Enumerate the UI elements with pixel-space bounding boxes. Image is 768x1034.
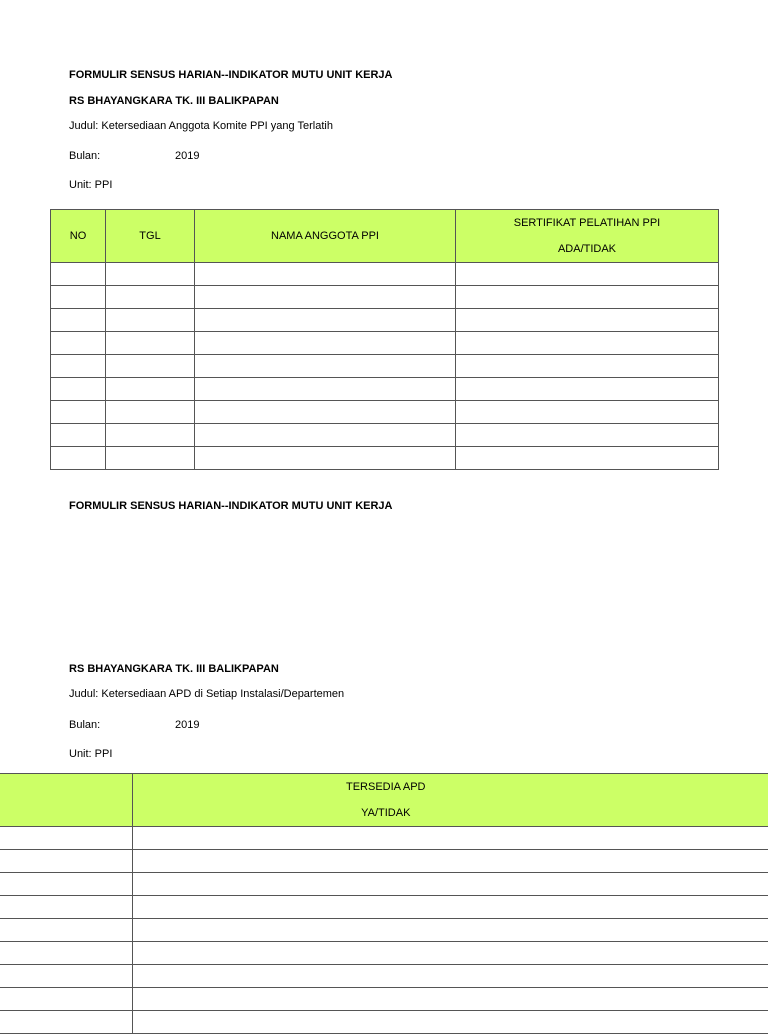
table-header-row xyxy=(0,774,768,827)
header-tersedia-apd xyxy=(133,774,768,827)
table-cell[interactable] xyxy=(133,988,768,1011)
table-row xyxy=(51,263,719,286)
form2-unit: Unit: PPI xyxy=(69,748,112,760)
table-row xyxy=(51,309,719,332)
header-tersedia-line1: TERSEDIA APD xyxy=(133,781,639,793)
form2-bulan-label: Bulan: xyxy=(69,719,100,731)
table-row xyxy=(0,827,768,850)
form1-bulan-label: Bulan: xyxy=(69,150,100,162)
table-row xyxy=(0,850,768,873)
table-cell[interactable] xyxy=(133,919,768,942)
table-cell[interactable] xyxy=(195,401,456,424)
table-cell[interactable] xyxy=(51,447,106,470)
table-cell[interactable] xyxy=(0,896,133,919)
table-cell[interactable] xyxy=(0,942,133,965)
table-cell[interactable] xyxy=(456,424,719,447)
table-cell[interactable] xyxy=(0,873,133,896)
table-cell[interactable] xyxy=(456,355,719,378)
table-cell[interactable] xyxy=(0,1011,133,1034)
form1-table xyxy=(50,209,719,470)
header-blank xyxy=(0,774,133,827)
form1-unit: Unit: PPI xyxy=(69,179,112,191)
table-cell[interactable] xyxy=(51,263,106,286)
table-cell[interactable] xyxy=(195,355,456,378)
table-cell[interactable] xyxy=(106,378,195,401)
table-cell[interactable] xyxy=(133,896,768,919)
table-cell[interactable] xyxy=(456,263,719,286)
table-cell[interactable] xyxy=(456,401,719,424)
header-sertifikat-line1: SERTIFIKAT PELATIHAN PPI xyxy=(456,217,718,229)
table-cell[interactable] xyxy=(456,332,719,355)
table-cell[interactable] xyxy=(0,965,133,988)
table-cell[interactable] xyxy=(106,355,195,378)
table-cell[interactable] xyxy=(133,942,768,965)
header-sertifikat-line2: ADA/TIDAK xyxy=(456,243,718,255)
table-row xyxy=(51,447,719,470)
table-row xyxy=(0,919,768,942)
form2-judul: Judul: Ketersediaan APD di Setiap Instalasi/Departemen xyxy=(69,688,344,700)
table-cell[interactable] xyxy=(0,827,133,850)
table-row xyxy=(0,873,768,896)
table-row xyxy=(51,401,719,424)
table-cell[interactable] xyxy=(51,378,106,401)
table-row xyxy=(51,355,719,378)
table-row xyxy=(51,332,719,355)
table-cell[interactable] xyxy=(106,447,195,470)
form2-bulan-value: 2019 xyxy=(175,719,199,731)
header-tersedia-line2: YA/TIDAK xyxy=(133,807,639,819)
table-cell[interactable] xyxy=(51,309,106,332)
table-cell[interactable] xyxy=(456,447,719,470)
table-cell[interactable] xyxy=(51,355,106,378)
table-cell[interactable] xyxy=(195,447,456,470)
table-cell[interactable] xyxy=(456,286,719,309)
table-cell[interactable] xyxy=(133,850,768,873)
table-cell[interactable] xyxy=(133,1011,768,1034)
table-cell[interactable] xyxy=(51,286,106,309)
table-cell[interactable] xyxy=(106,332,195,355)
table-row xyxy=(51,378,719,401)
header-tgl: TGL xyxy=(106,210,195,263)
table-row xyxy=(0,896,768,919)
table-header-row xyxy=(51,210,719,263)
table-cell[interactable] xyxy=(195,378,456,401)
table-cell[interactable] xyxy=(133,873,768,896)
table-cell[interactable] xyxy=(195,332,456,355)
table-cell[interactable] xyxy=(0,919,133,942)
table-cell[interactable] xyxy=(51,332,106,355)
table-row xyxy=(51,424,719,447)
table-cell[interactable] xyxy=(133,965,768,988)
form2-title: FORMULIR SENSUS HARIAN--INDIKATOR MUTU UNIT KERJA xyxy=(69,500,392,512)
table-cell[interactable] xyxy=(106,263,195,286)
header-sertifikat xyxy=(456,210,719,263)
table-row xyxy=(0,1011,768,1034)
table-row xyxy=(0,942,768,965)
form1-judul: Judul: Ketersediaan Anggota Komite PPI yang Terlatih xyxy=(69,120,333,132)
table-cell[interactable] xyxy=(106,286,195,309)
form1-title: FORMULIR SENSUS HARIAN--INDIKATOR MUTU UNIT KERJA xyxy=(69,69,392,81)
header-no: NO xyxy=(51,210,106,263)
table-row xyxy=(0,988,768,1011)
form1-hospital: RS BHAYANGKARA TK. III BALIKPAPAN xyxy=(69,95,279,107)
table-cell[interactable] xyxy=(195,286,456,309)
form2-table xyxy=(0,773,768,1034)
table-cell[interactable] xyxy=(0,988,133,1011)
table-cell[interactable] xyxy=(106,401,195,424)
form2-hospital: RS BHAYANGKARA TK. III BALIKPAPAN xyxy=(69,663,279,675)
table-cell[interactable] xyxy=(456,378,719,401)
table-cell[interactable] xyxy=(0,850,133,873)
header-nama: NAMA ANGGOTA PPI xyxy=(195,210,456,263)
table-row xyxy=(51,286,719,309)
table-cell[interactable] xyxy=(195,263,456,286)
table-row xyxy=(0,965,768,988)
table-cell[interactable] xyxy=(195,424,456,447)
form1-bulan-value: 2019 xyxy=(175,150,199,162)
table-cell[interactable] xyxy=(195,309,456,332)
table-cell[interactable] xyxy=(106,424,195,447)
table-cell[interactable] xyxy=(133,827,768,850)
table-cell[interactable] xyxy=(51,401,106,424)
table-cell[interactable] xyxy=(456,309,719,332)
table-cell[interactable] xyxy=(106,309,195,332)
table-cell[interactable] xyxy=(51,424,106,447)
